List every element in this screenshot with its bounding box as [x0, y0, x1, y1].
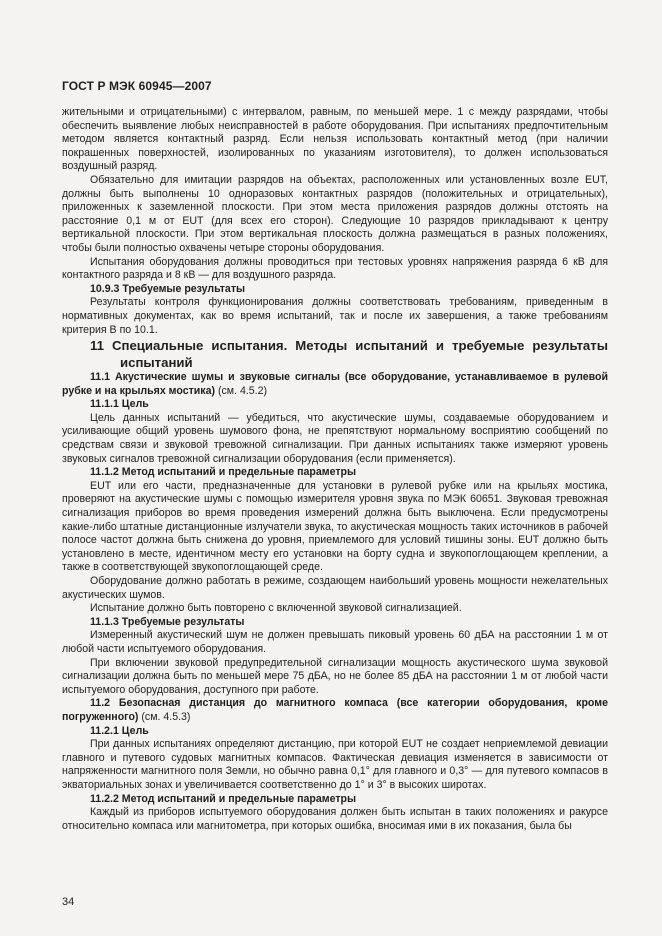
paragraph — [62, 697, 608, 724]
paragraph: Цель данных испытаний — убедиться, что акустические шумы, создаваемые оборудованием и усиливающие общий уровень шумового фона, не препятствуют нормальному восприятию сообщений по средствам связи и звуковой тревожной сигнализации. При данных испытаниях также измеряют уровень звуковых сигналов тревожной сигнализации оборудования (если применяется). — [62, 411, 608, 465]
paragraph: Результаты контроля функционирования должны соответствовать требованиям, приведенным в нормативных документах, как во время испытаний, так и после их завершения, а также требованиям критерия В по 10.1. — [62, 296, 608, 336]
paragraph: Измеренный акустический шум не должен превышать пиковый уровень 60 дБА на расстоянии 1 м от любой части испытуемого оборудования. — [62, 629, 608, 655]
paragraph: Испытание должно быть повторено с включенной звуковой сигнализацией. — [90, 602, 462, 615]
section-heading: 11 Специальные испытания. Методы испытаний и требуемые результаты испытаний — [90, 338, 608, 371]
paragraph: Оборудование должно работать в режиме, создающем наибольший уровень мощности нежелательных акустических шумов. — [62, 575, 608, 601]
paragraph: Испытания оборудования должны проводиться при тестовых уровнях напряжения разряда 6 кВ для контактного разряда и 8 кВ — для воздушного разряда. — [62, 255, 608, 282]
paragraph: Каждый из приборов испытуемого оборудования должен быть испытан в таких положениях и ракурсе относительно компаса или магнитометра, при которых ошибка, вносимая ими в их показания, была бы — [62, 806, 608, 832]
paragraph-text: (см. 4.5.2) — [215, 384, 268, 397]
paragraph — [62, 371, 608, 398]
subsection-heading: 11.1.1 Цель — [90, 398, 149, 411]
subsection-heading: 11.1.2 Метод испытаний и предельные параметры — [90, 466, 357, 479]
subsection-heading: 10.9.3 Требуемые результаты — [90, 282, 246, 295]
paragraph-text: (см. 4.5.3) — [138, 710, 191, 723]
paragraph: При данных испытаниях определяют дистанцию, при которой EUT не создает неприемлемой девиации главного и путевого судовых магнитных компасов. Фактическая девиация изменяется в зависимости от напряженности магнитного поля Земли, но обычно равна 0,1° для главного и 0,3° — для путевого компасов в экваториальных зонах и увеличивается соответственно до 1° и 3° в высоких широтах. — [62, 738, 608, 791]
paragraph: При включении звуковой предупредительной сигнализации мощность акустического шума звуковой сигнализации должна быть по меньшей мере 75 дБА, но не более 85 дБА на расстоянии 1 м от любой части испытуемого оборудования, доступного при работе. — [62, 656, 608, 696]
page-number: 34 — [62, 896, 75, 908]
subsection-title: 11.1 Акустические шумы и звуковые сигналы (все оборудование, устанавливаемое в рулевой рубке и на крыльях мостика) — [62, 371, 608, 397]
paragraph: Обязательно для имитации разрядов на объектах, расположенных или установленных возле EUT, должны быть выполнены 10 одноразовых контактных разрядов (положительных и отрицательных), приложенных к заземленной плоскости. При этом места приложения разрядов должны отстоять на расстояние 0,1 м от EUT (для всех его сторон). Следующие 10 разрядов прикладывают к центру вертикальной плоскости. При этом вертикальная плоскость должна размещаться в разных положениях, чтобы были полностью охвачены четыре стороны оборудования. — [62, 173, 608, 254]
subsection-heading: 11.2.1 Цель — [90, 724, 149, 737]
document-body — [62, 106, 608, 833]
paragraph: EUT или его части, предназначенные для установки в рулевой рубке или на крыльях мостика, проверяют на акустические шумы с помощью измерителя уровня звука по МЭК 60651. Звуковая тревожная сигнализация приборов во время проведения измерений должна быть выключена. Если предусмотрены какие-либо штатные дистанционные излучатели звука, то акустическая мощность таких источников в рабочей полосе частот должна быть снижена до уровня, приемлемого для условий тишины зоны. EUT должно быть установлено в месте, идентичном месту его установки на борту судна и звукопоглощающем креплении, а также в соответствующей звукопоглощающей среде. — [62, 479, 608, 574]
subsection-heading: 11.2.2 Метод испытаний и предельные параметры — [90, 792, 357, 805]
subsection-title: 11.2 Безопасная дистанция до магнитного компаса (все категории оборудования, кроме погруженного) — [62, 697, 608, 723]
subsection-heading: 11.1.3 Требуемые результаты — [90, 615, 245, 628]
document-header: ГОСТ Р МЭК 60945—2007 — [62, 79, 212, 93]
paragraph: жительными и отрицательными) с интервалом, равным, по меньшей мере. 1 с между разрядами, чтобы обеспечить выявление любых неисправностей в работе оборудования. При испытаниях предпочтительным методом является контактный разряд. Если нельзя использовать контактный метод (при наличии покрашенных поверхностей, изолированных по указаниям изготовителя), то должен использоваться воздушный разряд. — [62, 106, 608, 173]
